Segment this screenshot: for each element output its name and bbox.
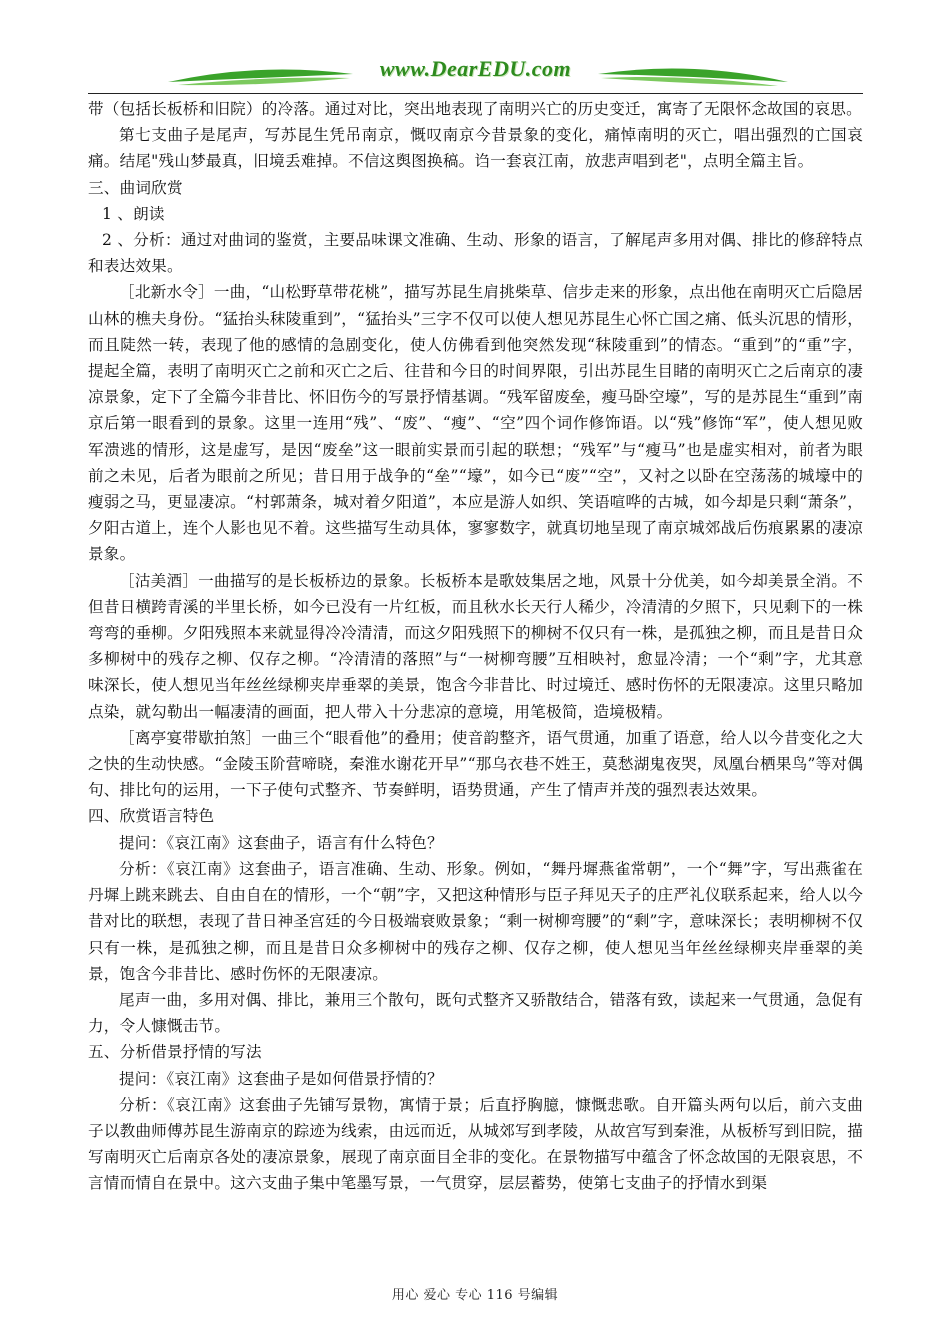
site-header-logo	[88, 52, 863, 96]
paragraph: 分析：《哀江南》这套曲子，语言准确、生动、形象。例如，“舞丹墀燕雀常朝”，一个“舞”字，写出燕雀在丹墀上跳来跳去、自由自在的情形，一个“朝”字，又把这种情形与臣子拜见天子的庄严礼仪联系起来，给人以今昔对比的联想，表现了昔日神圣宫廷的今日极端衰败景象；“剩一树柳弯腰”的“剩”字，意味深长；表明柳树不仅只有一株，是孤独之柳，而且是昔日众多柳树中的残存之柳、仅存之柳，使人想见当年丝丝绿柳夹岸垂翠的美景，饱含今非昔比、感时伤怀的无限凄凉。	[88, 859, 863, 983]
list-item: 2 、分析：通过对曲词的鉴赏，主要品味课文准确、生动、形象的语言，了解尾声多用对偶、排比的修辞特点和表达效果。	[88, 231, 863, 276]
page-footer: 用心 爱心 专心 116 号编辑	[391, 1288, 559, 1303]
section-heading: 三、曲词欣赏	[88, 178, 183, 197]
site-logo-text[interactable]: www.DearEDU.com	[379, 56, 572, 81]
paragraph: 带（包括长板桥和旧院）的冷落。通过对比，突出地表现了南明兴亡的历史变迁，寓寄了无限怀念故国的哀思。	[88, 100, 862, 118]
section-heading: 五、分析借景抒情的写法	[88, 1043, 262, 1062]
paragraph: 尾声一曲，多用对偶、排比，兼用三个散句，既句式整齐又骄散结合，错落有致，读起来一气贯通，急促有力，令人慷慨击节。	[88, 990, 863, 1036]
document-body	[88, 96, 863, 1197]
question: 提问：《哀江南》这套曲子是如何借景抒情的？	[119, 1069, 443, 1088]
list-item: 1 、朗读	[102, 204, 165, 223]
paragraph: ［离亭宴带歇拍煞］一曲三个“眼看他”的叠用；使音韵整齐，语气贯通，加重了语意，给人以今昔变化之大之快的生动快感。“金陵玉阶营啼晓，秦淮水谢花开早”“那乌衣巷不姓王，莫愁湖鬼夜哭，凤凰台栖果鸟”等对偶句、排比句的运用，一下子使句式整齐、节奏鲜明，语势贯通，产生了情声并茂的强烈表达效果。	[88, 728, 863, 800]
paragraph: 第七支曲子是尾声，写苏昆生凭吊南京，慨叹南京今昔景象的变化，痛悼南明的灭亡，唱出强烈的亡国哀痛。结尾"残山梦最真，旧境丢难掉。不信这舆图换稿。诌一套哀江南，放悲声唱到老"，点明全篇主旨。	[88, 126, 863, 171]
paragraph: 分析：《哀江南》这套曲子先铺写景物，寓情于景；后直抒胸臆，慷慨悲歌。自开篇头两句以后，前六支曲子以教曲师傅苏昆生游南京的踪迹为线索，由远而近，从城郊写到孝陵，从故宫写到秦淮，从板桥写到旧院，描写南明灭亡后南京各处的凄凉景象，展现了南京面目全非的变化。在景物描写中蕴含了怀念故国的无限哀思，不言情而情自在景中。这六支曲子集中笔墨写景，一气贯穿，层层蓄势，使第七支曲子的抒情水到渠	[88, 1095, 863, 1193]
question: 提问：《哀江南》这套曲子，语言有什么特色？	[119, 833, 443, 852]
paragraph: ［沽美酒］一曲描写的是长板桥边的景象。长板桥本是歌妓集居之地，风景十分优美，如今却美景全消。不但昔日横跨青溪的半里长桥，如今已没有一片红板，而且秋水长天行人稀少，冷清清的夕照下，只见剩下的一株弯弯的垂柳。夕阳残照本来就显得冷冷清清，而这夕阳残照下的柳树不仅只有一株，是孤独之柳，而且是昔日众多柳树中的残存之柳、仅存之柳。“冷清清的落照”与“一树柳弯腰”互相映衬，愈显冷清；一个“剩”字，尤其意味深长，使人想见当年丝丝绿柳夹岸垂翠的美景，饱含今非昔比、时过境迁、感时伤怀的无限凄凉。这里只略加点染，就勾勒出一幅凄清的画面，把人带入十分悲凉的意境，用笔极简，造境极精。	[88, 571, 863, 721]
section-heading: 四、欣赏语言特色	[88, 807, 215, 826]
header-divider	[88, 93, 863, 94]
paragraph: ［北新水令］一曲，“山松野草带花桃”，描写苏昆生肩挑柴草、信步走来的形象，点出他在南明灭亡后隐居山林的樵夫身份。“猛抬头秣陵重到”，“猛抬头”三字不仅可以使人想见苏昆生心怀亡国之痛、低头沉思的情形，而且陡然一转，表现了他的感情的急剧变化，使人仿佛看到他突然发现“秣陵重到”的情态。“重到”的“重”字，提起全篇，表明了南明灭亡之前和灭亡之后、往昔和今日的时间界限，引出苏昆生目睹的南明灭亡之后南京的凄凉景象，定下了全篇今非昔比、怀旧伤今的写景抒情基调。“残军留废垒，瘦马卧空壕”，写的是苏昆生“重到”南京后第一眼看到的景象。这里一连用“残”、“废”、“瘦”、“空”四个词作修饰语。以“残”修饰“军”，使人想见败军溃逃的情形，这是虚写，是因“废垒”这一眼前实景而引起的联想；“残军”与“瘦马”也是虚实相对，前者为眼前之未见，后者为眼前之所见；昔日用于战争的“垒”“壕”，如今已“废”“空”，又衬之以卧在空荡荡的城壕中的瘦弱之马，更显凄凉。“村郭萧条，城对着夕阳道”，本应是游人如织、笑语喧哗的古城，如今却是只剩“萧条”，夕阳古道上，连个人影也见不着。这些描写生动具体，寥寥数字，就真切地呈现了南京城郊战后伤痕累累的凄凉景象。	[88, 283, 863, 564]
